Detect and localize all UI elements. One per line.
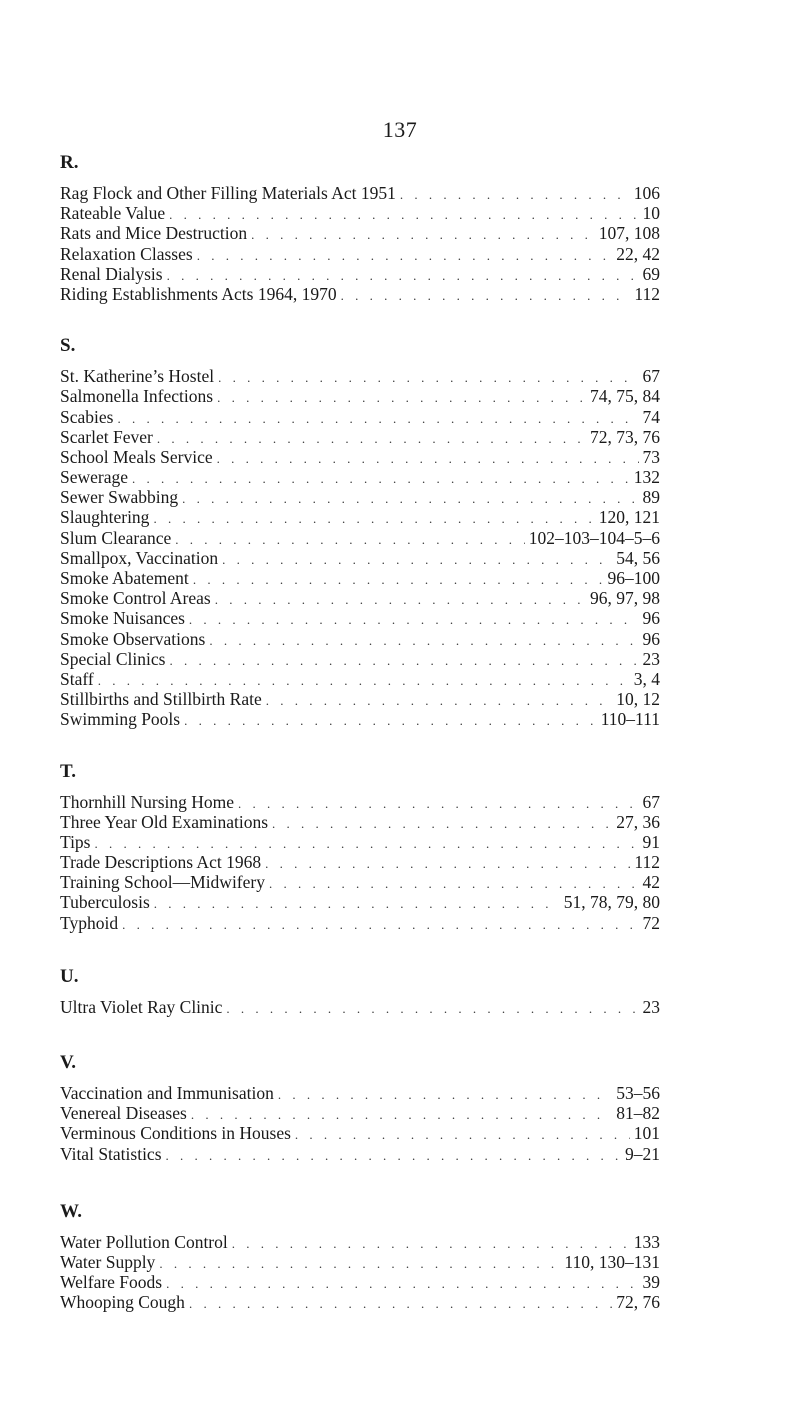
section-letter: U.: [60, 965, 79, 987]
dot-leader: [169, 205, 638, 225]
entry-term: Vaccination and Immunisation: [60, 1083, 274, 1103]
entry-pages: 132: [633, 467, 660, 488]
index-entry: [60, 528, 660, 548]
dot-leader: [218, 368, 638, 388]
entry-term: Salmonella Infections: [60, 386, 214, 407]
dot-leader: [215, 590, 586, 610]
section-letter: V.: [60, 1052, 77, 1073]
entry-pages: 107, 108: [598, 223, 660, 244]
entry-term: Riding Establishments Acts 1964, 1970: [60, 283, 337, 304]
entry-pages: 72, 76: [616, 1292, 660, 1313]
dot-leader: [153, 509, 594, 529]
entry-term: Three Year Old Examinations: [60, 811, 269, 832]
index-entry: [60, 366, 660, 386]
entry-pages: 120, 121: [598, 507, 660, 528]
subject-index: [60, 143, 660, 1313]
dot-leader: [217, 449, 639, 469]
index-entry: [60, 447, 660, 467]
entry-pages: 23: [642, 996, 660, 1017]
dot-leader: [269, 874, 639, 894]
entry-pages: 81–82: [616, 1103, 660, 1124]
index-entry: [60, 183, 660, 203]
entry-term: Rag Flock and Other Filling Materials Act 1951: [60, 183, 396, 203]
entry-pages: 96–100: [607, 568, 660, 588]
index-entry: [60, 507, 660, 527]
index-entry: [60, 669, 660, 689]
index-entry: [60, 812, 660, 832]
dot-leader: [278, 1085, 612, 1105]
entry-term: Welfare Foods: [60, 1272, 163, 1293]
entry-term: Ultra Violet Ray Clinic: [60, 996, 223, 1017]
entry-pages: 72: [642, 912, 660, 933]
entry-term: Slaughtering: [60, 507, 150, 528]
index-entry: [60, 1083, 660, 1103]
dot-leader: [217, 388, 586, 408]
entry-pages: 39: [642, 1272, 660, 1293]
index-entry: [60, 892, 660, 912]
dot-leader: [167, 266, 639, 286]
dot-leader: [166, 1146, 621, 1166]
entry-term: Scarlet Fever: [60, 426, 153, 447]
entry-pages: 42: [642, 872, 660, 893]
dot-leader: [117, 409, 638, 429]
entry-term: Smallpox, Vaccination: [60, 547, 219, 568]
entry-pages: 73: [642, 446, 660, 467]
index-entry: [60, 997, 660, 1017]
entry-pages: 96: [642, 608, 660, 629]
index-section-s: [60, 326, 660, 729]
dot-leader: [209, 631, 638, 651]
dot-leader: [157, 429, 586, 449]
dot-leader: [191, 1105, 612, 1125]
index-entry: [60, 1232, 660, 1252]
entry-pages: 27, 36: [616, 811, 660, 832]
dot-leader: [222, 550, 612, 570]
section-letter: T.: [60, 760, 77, 782]
dot-leader: [189, 1294, 612, 1314]
dot-leader: [232, 1234, 630, 1254]
entry-term: Tips: [60, 831, 91, 852]
entry-term: Renal Dialysis: [60, 263, 163, 284]
entry-pages: 51, 78, 79, 80: [563, 892, 660, 913]
entry-term: Water Pollution Control: [60, 1231, 228, 1252]
index-entry: [60, 1292, 660, 1312]
entry-pages: 96: [642, 628, 660, 649]
entry-term: Smoke Nuisances: [60, 608, 185, 629]
index-section-u: [60, 957, 660, 1017]
index-entry: [60, 487, 660, 507]
entry-term: Whooping Cough: [60, 1292, 185, 1313]
entry-pages: 67: [642, 366, 660, 387]
index-entry: [60, 588, 660, 608]
entry-term: Tuberculosis: [60, 892, 150, 913]
index-section-v: [60, 1043, 660, 1164]
index-section-t: [60, 752, 660, 933]
entry-pages: 10, 12: [616, 689, 660, 710]
entry-pages: 22, 42: [616, 243, 660, 264]
dot-leader: [272, 814, 612, 834]
entry-term: Vital Statistics: [60, 1143, 162, 1164]
index-entry: [60, 608, 660, 628]
dot-leader: [95, 834, 639, 854]
entry-pages: 74, 75, 84: [590, 386, 660, 407]
index-entry: [60, 427, 660, 447]
entry-pages: 72, 73, 76: [590, 426, 660, 447]
entry-term: Special Clinics: [60, 648, 166, 669]
entry-term: Verminous Conditions in Houses: [60, 1123, 291, 1144]
index-entry: [60, 568, 660, 588]
entry-pages: 133: [633, 1231, 660, 1252]
dot-leader: [400, 185, 630, 205]
entry-pages: 102–103–104–5–6: [528, 527, 660, 548]
entry-term: Stillbirths and Stillbirth Rate: [60, 689, 262, 710]
index-entry: [60, 284, 660, 304]
index-entry: [60, 548, 660, 568]
entry-term: St. Katherine’s Hostel: [60, 366, 215, 387]
entry-term: Training School—Midwifery: [60, 872, 265, 893]
index-entry: [60, 1144, 660, 1164]
entry-pages: 9–21: [625, 1143, 660, 1164]
index-entry: [60, 689, 660, 709]
page-number: 137: [382, 117, 418, 142]
index-entry: [60, 1123, 660, 1143]
entry-term: Trade Descriptions Act 1968: [60, 852, 262, 873]
entry-pages: 54, 56: [616, 547, 660, 568]
index-entry: [60, 792, 660, 812]
dot-leader: [182, 489, 638, 509]
dot-leader: [184, 711, 597, 731]
entry-term: Smoke Abatement: [60, 568, 189, 588]
entry-term: School Meals Service: [60, 446, 213, 467]
entry-term: Swimming Pools: [60, 709, 181, 730]
entry-pages: 112: [634, 283, 660, 304]
entry-term: Rateable Value: [60, 203, 166, 224]
entry-pages: 67: [642, 791, 660, 812]
entry-pages: 3, 4: [633, 668, 660, 689]
entry-term: Smoke Control Areas: [60, 588, 211, 609]
dot-leader: [238, 794, 638, 814]
index-entry: [60, 244, 660, 264]
dot-leader: [226, 999, 638, 1019]
entry-term: Rats and Mice Destruction: [60, 223, 248, 244]
dot-leader: [154, 894, 560, 914]
index-entry: [60, 1252, 660, 1272]
dot-leader: [341, 286, 631, 306]
dot-leader: [98, 671, 630, 691]
entry-pages: 101: [633, 1123, 660, 1144]
dot-leader: [122, 915, 638, 935]
dot-leader: [197, 246, 613, 266]
dot-leader: [175, 530, 524, 550]
entry-pages: 91: [642, 831, 660, 852]
dot-leader: [159, 1254, 560, 1274]
index-entry: [60, 629, 660, 649]
entry-pages: 106: [633, 183, 660, 203]
section-letter: W.: [60, 1200, 83, 1222]
entry-term: Scabies: [60, 406, 114, 427]
dot-leader: [189, 610, 639, 630]
entry-pages: 53–56: [616, 1083, 660, 1103]
entry-term: Staff: [60, 668, 94, 689]
entry-pages: 96, 97, 98: [590, 588, 660, 609]
entry-pages: 110–111: [600, 709, 660, 730]
entry-pages: 74: [642, 406, 660, 427]
index-entry: [60, 913, 660, 933]
dot-leader: [169, 651, 638, 671]
dot-leader: [266, 691, 613, 711]
entry-term: Typhoid: [60, 912, 119, 933]
section-letter: R.: [60, 152, 79, 173]
dot-leader: [132, 469, 630, 489]
index-entry: [60, 223, 660, 243]
dot-leader: [166, 1274, 638, 1294]
entry-term: Venereal Diseases: [60, 1103, 187, 1124]
entry-pages: 112: [634, 852, 660, 873]
dot-leader: [251, 225, 595, 245]
index-entry: [60, 649, 660, 669]
entry-term: Water Supply: [60, 1251, 156, 1272]
index-entry: [60, 264, 660, 284]
index-entry: [60, 832, 660, 852]
index-entry: [60, 872, 660, 892]
entry-pages: 110, 130–131: [564, 1251, 660, 1272]
index-entry: [60, 709, 660, 729]
dot-leader: [265, 854, 630, 874]
dot-leader: [295, 1125, 630, 1145]
entry-term: Thornhill Nursing Home: [60, 791, 235, 812]
entry-pages: 23: [642, 648, 660, 669]
entry-term: Sewerage: [60, 467, 129, 488]
entry-pages: 10: [642, 203, 660, 224]
index-entry: [60, 386, 660, 406]
index-section-w: [60, 1192, 660, 1313]
index-section-r: [60, 143, 660, 304]
index-entry: [60, 852, 660, 872]
dot-leader: [193, 570, 604, 590]
index-entry: [60, 203, 660, 223]
entry-term: Slum Clearance: [60, 527, 172, 548]
index-entry: [60, 1103, 660, 1123]
entry-term: Smoke Observations: [60, 628, 206, 649]
entry-term: Sewer Swabbing: [60, 487, 179, 508]
entry-pages: 89: [642, 487, 660, 508]
entry-pages: 69: [642, 263, 660, 284]
index-entry: [60, 407, 660, 427]
entry-term: Relaxation Classes: [60, 243, 193, 264]
section-letter: S.: [60, 335, 76, 357]
index-entry: [60, 467, 660, 487]
index-entry: [60, 1272, 660, 1292]
